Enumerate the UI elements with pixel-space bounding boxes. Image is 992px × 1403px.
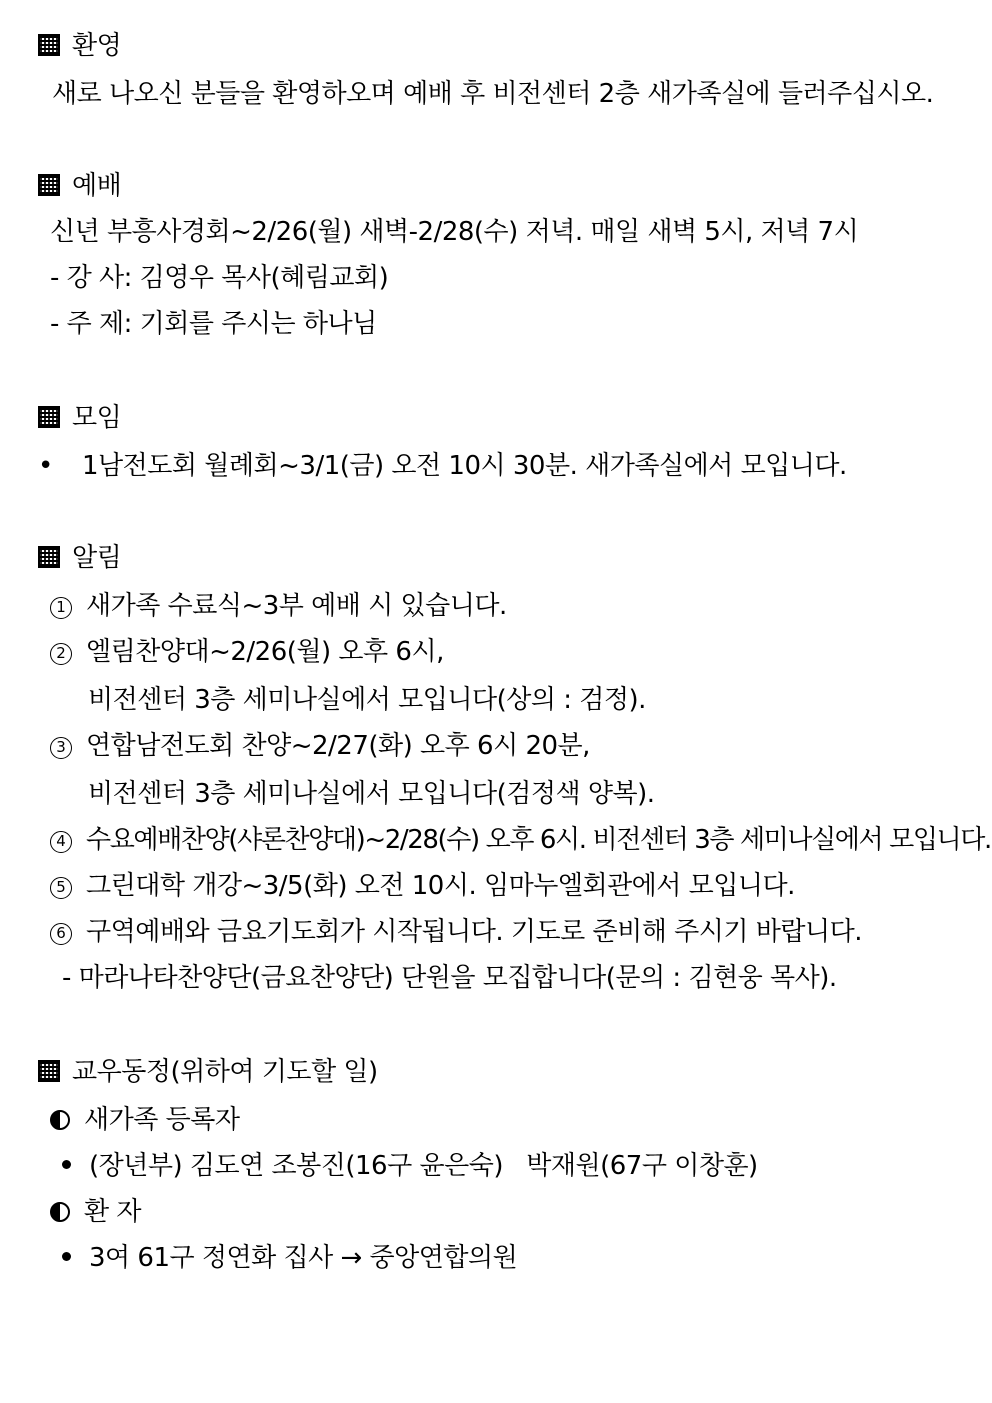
bullet-dot-icon	[62, 1160, 71, 1169]
notice-extra: - 마라나타찬양단(금요찬양단) 단원을 모집합니다(문의 : 김현웅 목사).	[62, 963, 837, 993]
patients-heading	[50, 1196, 141, 1228]
heading-text: 모임	[72, 403, 122, 433]
notice-item-text: 새가족 수료식~3부 예배 시 있습니다.	[86, 591, 507, 621]
section-heading-welcome	[38, 30, 121, 62]
section-heading-worship	[38, 170, 121, 202]
meeting-item-1	[38, 450, 847, 482]
notice-item-5	[50, 870, 795, 902]
section-heading-meeting	[38, 402, 121, 434]
welcome-text: 새로 나오신 분들을 환영하오며 예배 후 비전센터 2층 새가족실에 들러주십시오.	[52, 79, 934, 109]
section-heading-fellowship	[38, 1056, 378, 1088]
circled-number-4: 4	[50, 831, 72, 853]
meeting-item-text: 1남전도회 월례회~3/1(금) 오전 10시 30분. 새가족실에서 모입니다.	[82, 451, 847, 481]
heading-text: 환영	[72, 31, 122, 61]
worship-line-2: - 강 사: 김영우 목사(혜림교회)	[50, 263, 389, 293]
square-pattern-icon	[38, 1060, 60, 1082]
square-pattern-icon	[38, 34, 60, 56]
newcomers-text: (장년부) 김도연 조봉진(16구 윤은숙) 박재원(67구 이창훈)	[89, 1151, 758, 1181]
circled-number-2: 2	[50, 643, 72, 665]
half-filled-circle-icon	[50, 1110, 70, 1130]
bullet-dot-icon	[62, 1252, 71, 1261]
half-filled-circle-icon	[50, 1202, 70, 1222]
circled-number-6: 6	[50, 923, 72, 945]
notice-item-3	[50, 730, 590, 762]
square-pattern-icon	[38, 546, 60, 568]
notice-item-text: 그린대학 개강~3/5(화) 오전 10시. 임마누엘회관에서 모입니다.	[86, 871, 795, 901]
notice-item-text: 엘림찬양대~2/26(월) 오후 6시,	[86, 637, 444, 667]
bullet-symbol: •	[38, 451, 53, 481]
worship-line-1: 신년 부흥사경회~2/26(월) 새벽-2/28(수) 저녁. 매일 새벽 5시, 저녁 7시	[50, 217, 859, 247]
patients-item	[62, 1242, 517, 1274]
heading-text: 교우동정(위하여 기도할 일)	[72, 1057, 378, 1087]
heading-text: 예배	[72, 171, 122, 201]
notice-item-2	[50, 636, 444, 668]
notice-item-text: 구역예배와 금요기도회가 시작됩니다. 기도로 준비해 주시기 바랍니다.	[86, 917, 862, 947]
square-pattern-icon	[38, 406, 60, 428]
notice-item-1	[50, 590, 507, 622]
circled-number-5: 5	[50, 877, 72, 899]
notice-item-text: 수요예배찬양(샤론찬양대)~2/28(수) 오후 6시. 비전센터 3층 세미나실에서 모입니다.	[86, 825, 991, 855]
notice-item-6	[50, 916, 862, 948]
patients-text: 3여 61구 정연화 집사 → 중앙연합의원	[89, 1243, 518, 1273]
worship-line-3: - 주 제: 기회를 주시는 하나님	[50, 309, 377, 339]
patients-title: 환 자	[84, 1197, 141, 1227]
newcomers-item	[62, 1150, 758, 1182]
notice-item-3-sub: 비전센터 3층 세미나실에서 모입니다(검정색 양복).	[88, 779, 655, 809]
section-heading-notice	[38, 542, 121, 574]
notice-item-text: 연합남전도회 찬양~2/27(화) 오후 6시 20분,	[86, 731, 590, 761]
newcomers-title: 새가족 등록자	[84, 1105, 240, 1135]
circled-number-3: 3	[50, 737, 72, 759]
circled-number-1: 1	[50, 597, 72, 619]
notice-item-4	[50, 824, 991, 856]
heading-text: 알림	[72, 543, 122, 573]
notice-item-2-sub: 비전센터 3층 세미나실에서 모입니다(상의 : 검정).	[88, 685, 646, 715]
square-pattern-icon	[38, 174, 60, 196]
newcomers-heading	[50, 1104, 239, 1136]
